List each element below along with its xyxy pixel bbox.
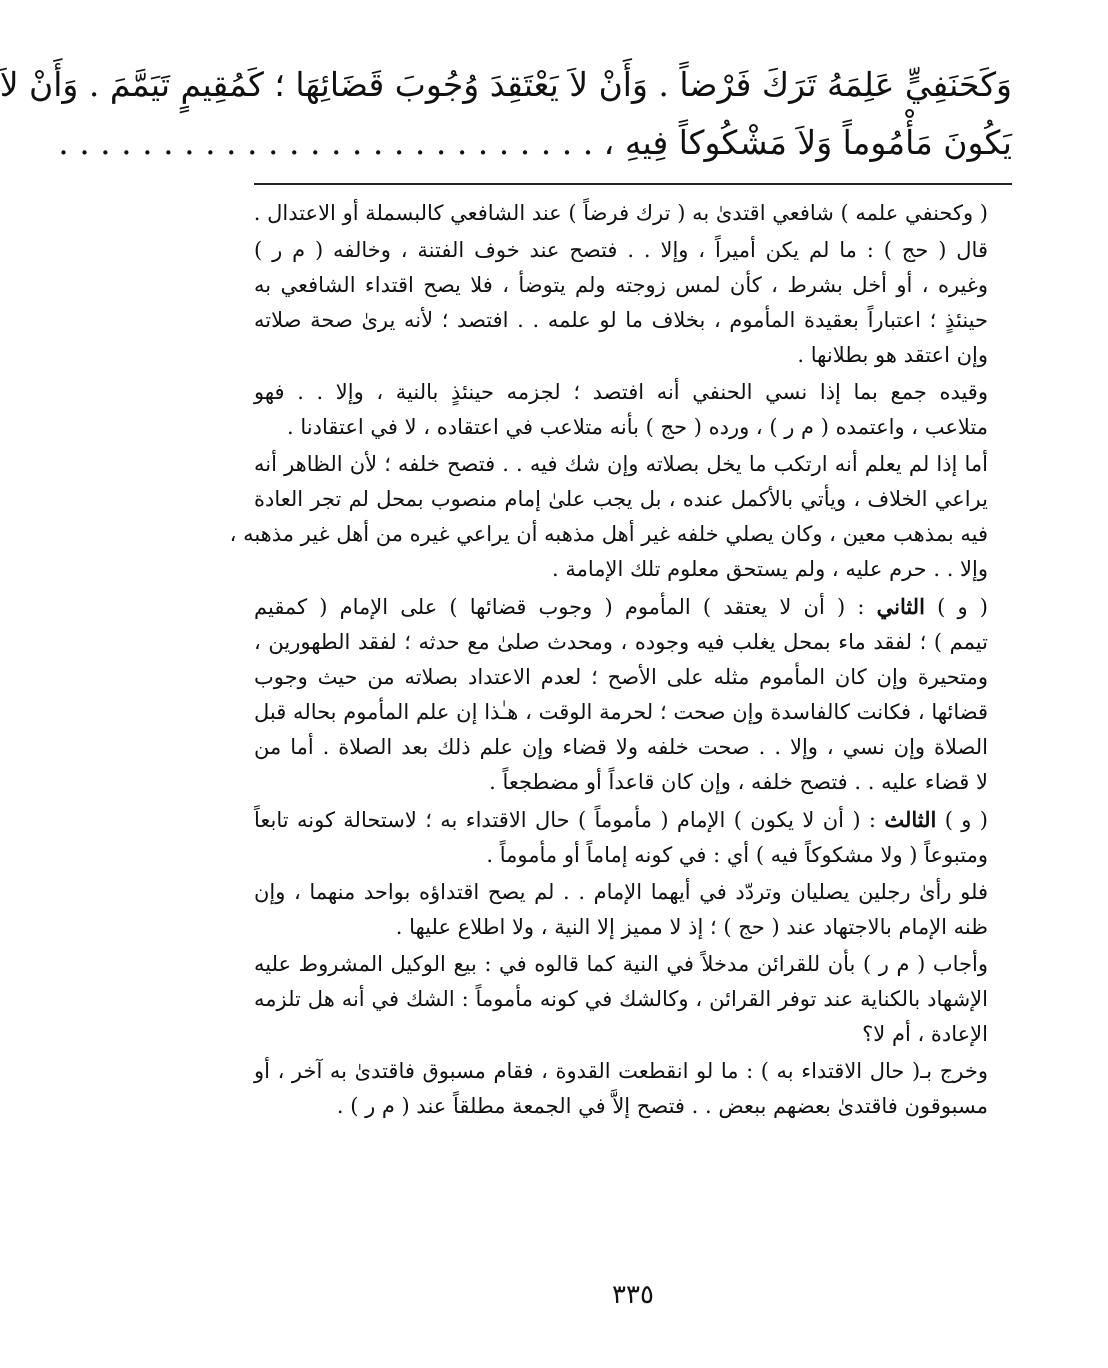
text-line: ومتحيرة وإن كان المأموم مثله على الأصح ؛ لعدم الاعتداد بصلاته من حيث وجوب bbox=[254, 665, 988, 689]
section-label: الثالث bbox=[884, 807, 937, 832]
text-line: وإن اعتقد هو بطلانها . bbox=[797, 343, 988, 367]
text-line: يراعي الخلاف ، ويأتي بالأكمل عنده ، بل يجب علىٰ إمام منصوب بمحل لم تجر العادة bbox=[254, 487, 988, 511]
text-line: وإلا . . حرم عليه ، ولم يستحق معلوم تلك الإمامة . bbox=[552, 557, 988, 581]
matn-text bbox=[0, 56, 1012, 172]
text-line bbox=[254, 802, 1012, 838]
text-line: قال ( حج ) : ما لم يكن أميراً ، وإلا . . فتصح عند خوف الفتنة ، وخالفه ( م ر ) bbox=[254, 238, 988, 262]
text-line: الإشهاد بالكناية عند توفر القرائن ، وكالشك في كونه مأموماً : الشك في أنه هل تلزمه bbox=[254, 987, 988, 1011]
commentary-paragraph bbox=[229, 447, 1012, 587]
commentary-paragraph-third-condition bbox=[254, 802, 1012, 873]
commentary-paragraph bbox=[254, 947, 1012, 1052]
matn-line: وَكَحَنَفِيٍّ عَلِمَهُ تَرَكَ فَرْضاً . وَأَنْ لاَ يَعْتَقِدَ وُجُوبَ قَضَائِهَا ؛ كَمُقِيمٍ تَيَمَّمَ . وَأَنْ لاَ bbox=[0, 65, 1012, 104]
text-line: وغيره ، أو أخل بشرط ، كأن لمس زوجته ولم يتوضأ ، فلا يصح اقتداء الشافعي به bbox=[254, 273, 988, 297]
text-line: الصلاة وإن نسي ، وإلا . . صحت خلفه ولا قضاء وإن علم ذلك بعد الصلاة . أما من bbox=[254, 735, 988, 759]
page-number: ٣٣٥ bbox=[612, 1280, 654, 1310]
text-line bbox=[254, 589, 1012, 625]
commentary-paragraph bbox=[254, 375, 1012, 445]
text-line: تيمم ) ؛ لفقد ماء بمحل يغلب فيه وجوده ، ومحدث صلىٰ مع حدثه ؛ لفقد الطهورين ، bbox=[254, 630, 988, 654]
text-line: قضائها ، فكانت كالفاسدة وإن صحت ؛ لحرمة الوقت ، هـٰذا إن علم المأموم بحاله قبل bbox=[254, 700, 988, 724]
section-label: الثاني bbox=[876, 594, 925, 619]
text-line: أما إذا لم يعلم أنه ارتكب ما يخل بصلاته وإن شك فيه . . فتصح خلفه ؛ لأن الظاهر أنه bbox=[254, 452, 988, 476]
text-line: ( وكحنفي علمه ) شافعي اقتدىٰ به ( ترك فرضاً ) عند الشافعي كالبسملة أو الاعتدال . bbox=[253, 201, 988, 225]
commentary-paragraph bbox=[254, 1054, 1012, 1124]
sharh-commentary bbox=[229, 196, 1012, 1126]
text-line: حينئذٍ ؛ اعتباراً بعقيدة المأموم ، بخلاف ما لو علمه . . افتصد ؛ لأنه يرىٰ صحة صلاته bbox=[254, 308, 988, 332]
text-line: وخرج بـ( حال الاقتداء به ) : ما لو انقطعت القدوة ، فقام مسبوق فاقتدىٰ به آخر ، أو bbox=[254, 1059, 988, 1083]
text-line: ومتبوعاً ( ولا مشكوكاً فيه ) أي : في كونه إماماً أو مأموماً . bbox=[486, 843, 988, 867]
text-line: لا قضاء عليه . . فتصح خلفه ، وإن كان قاعداً أو مضطجعاً . bbox=[489, 770, 988, 794]
text-fragment: : ( أن لا يعتقد ) المأموم ( وجوب قضائها ) على الإمام ( كمقيم bbox=[254, 595, 865, 619]
commentary-paragraph bbox=[254, 875, 1012, 945]
text-line: فلو رأىٰ رجلين يصليان وتردّد في أيهما الإمام . . لم يصح اقتداؤه بواحد منهما ، وإن bbox=[254, 880, 988, 904]
text-line: الإعادة ، أم لا؟ bbox=[862, 1022, 988, 1046]
paragraph-opening: ( و ) bbox=[944, 808, 988, 832]
text-line: فيه بمذهب معين ، وكان يصلي خلفه غير أهل مذهبه أن يراعي غيره من أهل غير مذهبه ، bbox=[229, 522, 988, 546]
text-line: ظنه الإمام بالاجتهاد عند ( حج ) ؛ إذ لا مميز إلا النية ، ولا اطلاع عليها . bbox=[395, 915, 988, 939]
text-line: مسبوقون فاقتدىٰ بعضهم ببعض . . فتصح إلاَّ في الجمعة مطلقاً عند ( م ر ) . bbox=[336, 1094, 988, 1118]
commentary-paragraph-second-condition bbox=[254, 589, 1012, 800]
paragraph-opening: ( و ) bbox=[937, 595, 988, 619]
text-fragment: : ( أن لا يكون ) الإمام ( مأموماً ) حال الاقتداء به ؛ لاستحالة كونه تابعاً bbox=[254, 808, 876, 832]
commentary-paragraph bbox=[254, 196, 1012, 231]
text-line: وقيده جمع بما إذا نسي الحنفي أنه افتصد ؛ لجزمه حينئذٍ بالنية ، وإلا . . فهو bbox=[254, 380, 988, 404]
matn-line: يَكُونَ مَأْمُوماً وَلاَ مَشْكُوكاً فِيهِ ، . . . . . . . . . . . . . . . . . . . . . . . . . . bbox=[58, 123, 1012, 162]
commentary-paragraph bbox=[254, 233, 1012, 373]
footnote-separator bbox=[254, 183, 1012, 185]
text-line: متلاعب ، واعتمده ( م ر ) ، ورده ( حج ) بأنه متلاعب في اعتقاده ، لا في اعتقادنا . bbox=[287, 415, 988, 439]
text-line: وأجاب ( م ر ) بأن للقرائن مدخلاً في النية كما قالوه في : بيع الوكيل المشروط عليه bbox=[254, 952, 988, 976]
